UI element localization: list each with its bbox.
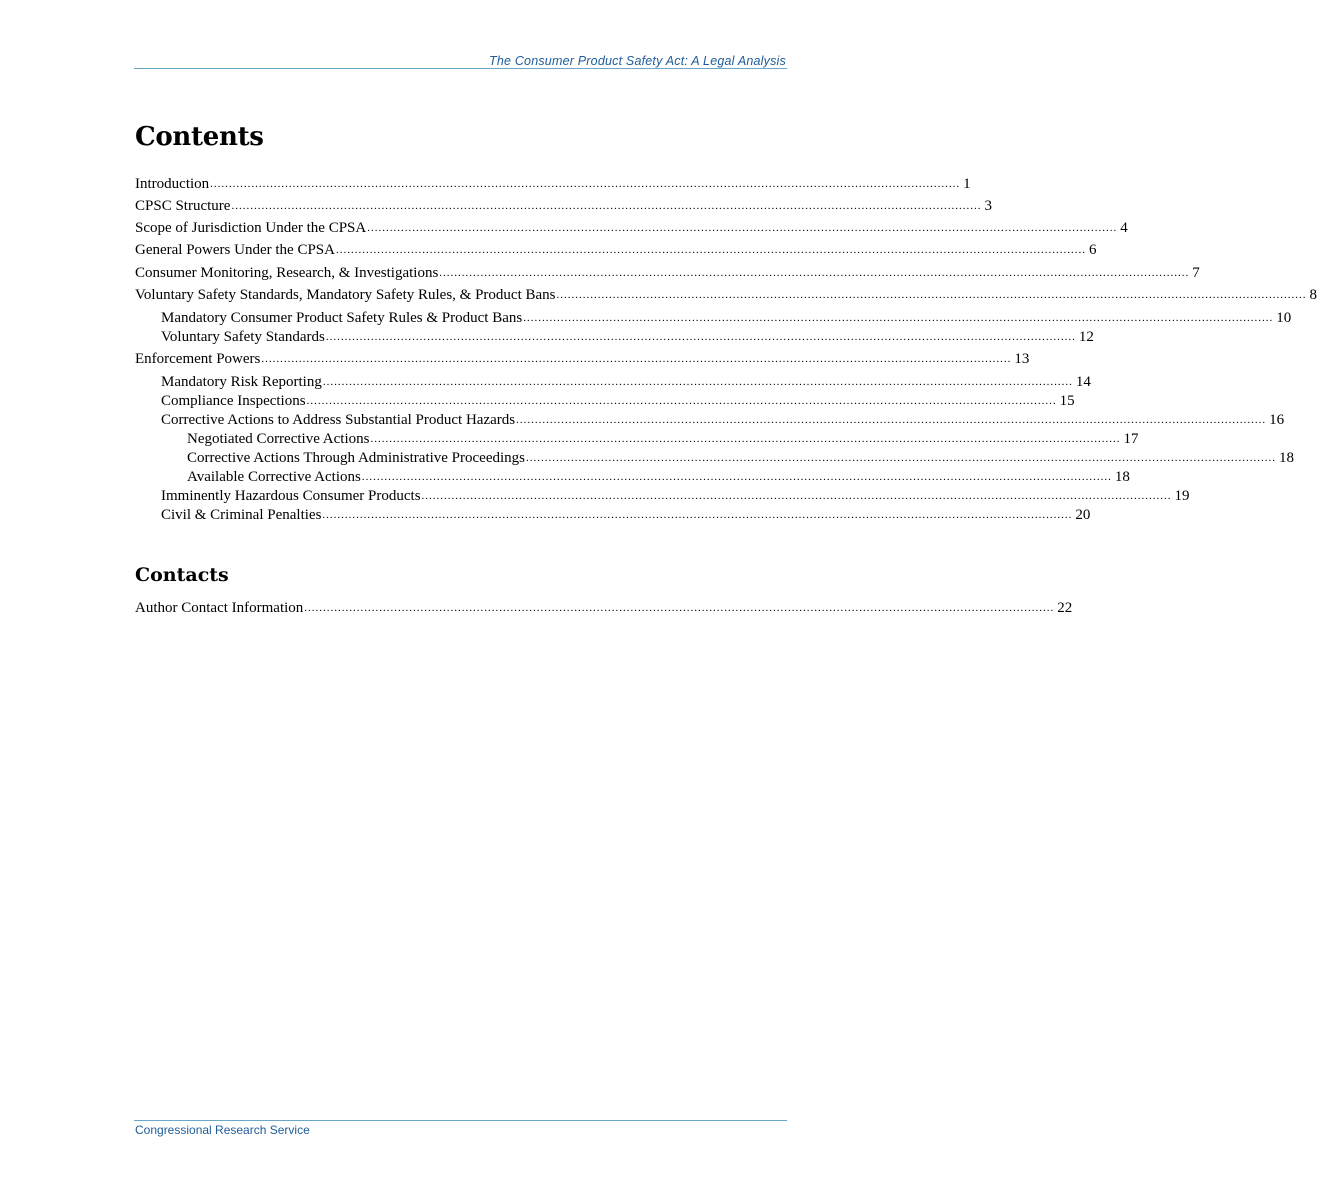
toc-entry-title: Consumer Monitoring, Research, & Investigations: [135, 265, 439, 281]
toc-dot-leader: ........................................................................................................................................................................................................: [361, 471, 1112, 483]
toc-entry-page: 12: [1078, 329, 1094, 345]
toc-entry-title: Corrective Actions to Address Substantial Product Hazards: [161, 412, 516, 428]
toc-dot-leader: ........................................................................................................................................................................................................: [231, 200, 982, 212]
contacts-heading: Contacts: [135, 564, 229, 586]
toc-entry-title: Negotiated Corrective Actions: [187, 431, 370, 447]
footer-rule: [134, 1120, 787, 1121]
toc-entry-scope-of-jurisdiction[interactable]: [135, 219, 1128, 239]
toc-dot-leader: ........................................................................................................................................................................................................: [516, 414, 1267, 426]
toc-entry-corrective-actions[interactable]: [161, 411, 1285, 431]
toc-entry-title: Author Contact Information: [135, 600, 304, 616]
toc-entry-title: General Powers Under the CPSA: [135, 242, 335, 258]
toc-entry-title: Corrective Actions Through Administrative Proceedings: [187, 450, 525, 466]
toc-dot-leader: ........................................................................................................................................................................................................: [325, 331, 1076, 343]
toc-dot-leader: ........................................................................................................................................................................................................: [421, 490, 1172, 502]
toc-dot-leader: ........................................................................................................................................................................................................: [335, 244, 1086, 256]
toc-entry-page: 15: [1059, 393, 1075, 409]
toc-entry-title: Enforcement Powers: [135, 351, 261, 367]
toc-dot-leader: ........................................................................................................................................................................................................: [523, 312, 1274, 324]
toc-entry-page: 6: [1088, 242, 1097, 258]
toc-entry-title: Civil & Criminal Penalties: [161, 507, 322, 523]
toc-entry-consumer-monitoring[interactable]: [135, 264, 1200, 284]
toc-entry-voluntary-standards[interactable]: [161, 328, 1094, 348]
toc-dot-leader: ........................................................................................................................................................................................................: [210, 178, 961, 190]
toc-entry-page: 19: [1174, 488, 1190, 504]
toc-entry-administrative-proceedings[interactable]: [187, 449, 1294, 469]
toc-entry-title: Mandatory Risk Reporting: [161, 374, 322, 390]
toc-entry-mandatory-rules-bans[interactable]: [161, 309, 1292, 329]
toc-entry-imminently-hazardous[interactable]: [161, 487, 1190, 507]
toc-entry-mandatory-risk-reporting[interactable]: [161, 373, 1091, 393]
toc-entry-title: Compliance Inspections: [161, 393, 306, 409]
toc-dot-leader: ........................................................................................................................................................................................................: [306, 395, 1057, 407]
toc-entry-page: 17: [1123, 431, 1139, 447]
toc-dot-leader: ........................................................................................................................................................................................................: [367, 222, 1118, 234]
toc-entry-page: 18: [1114, 469, 1130, 485]
toc-entry-title: Available Corrective Actions: [187, 469, 361, 485]
toc-entry-title: Imminently Hazardous Consumer Products: [161, 488, 421, 504]
toc-entry-enforcement-powers[interactable]: [135, 350, 1030, 370]
running-footer: Congressional Research Service: [135, 1123, 310, 1137]
toc-entry-title: Voluntary Safety Standards: [161, 329, 325, 345]
toc-dot-leader: ........................................................................................................................................................................................................: [304, 602, 1055, 614]
toc-entry-page: 3: [984, 198, 992, 214]
toc-entry-page: 4: [1120, 220, 1128, 236]
toc-entry-available-corrective-actions[interactable]: [187, 468, 1130, 488]
toc-dot-leader: ........................................................................................................................................................................................................: [370, 433, 1121, 445]
toc-entry-author-contact[interactable]: [135, 599, 1073, 619]
contents-heading: Contents: [135, 122, 264, 152]
toc-entry-introduction[interactable]: [135, 175, 971, 195]
toc-entry-negotiated-corrective-actions[interactable]: [187, 430, 1139, 450]
toc-dot-leader: ........................................................................................................................................................................................................: [322, 376, 1073, 388]
toc-dot-leader: ........................................................................................................................................................................................................: [526, 452, 1276, 464]
toc-entry-page: 22: [1057, 600, 1073, 616]
toc-entry-page: 20: [1075, 507, 1091, 523]
running-header: The Consumer Product Safety Act: A Legal Analysis: [489, 54, 786, 68]
toc-entry-title: Introduction: [135, 176, 210, 192]
toc-entry-page: 10: [1276, 310, 1292, 326]
toc-entry-civil-criminal-penalties[interactable]: [161, 506, 1091, 526]
toc-entry-title: Scope of Jurisdiction Under the CPSA: [135, 220, 367, 236]
toc-entry-page: 13: [1014, 351, 1030, 367]
toc-dot-leader: ........................................................................................................................................................................................................: [322, 509, 1073, 521]
toc-entry-page: 1: [963, 176, 971, 192]
toc-entry-compliance-inspections[interactable]: [161, 392, 1075, 412]
toc-entry-general-powers[interactable]: [135, 241, 1097, 261]
toc-entry-page: 14: [1075, 374, 1091, 390]
toc-entry-title: Mandatory Consumer Product Safety Rules & Product Bans: [161, 310, 523, 326]
toc-entry-page: 8: [1309, 287, 1317, 303]
toc-dot-leader: ........................................................................................................................................................................................................: [556, 289, 1307, 301]
toc-entry-title: CPSC Structure: [135, 198, 231, 214]
toc-entry-page: 18: [1279, 450, 1294, 466]
toc-entry-title: Voluntary Safety Standards, Mandatory Safety Rules, & Product Bans: [135, 287, 556, 303]
toc-dot-leader: ........................................................................................................................................................................................................: [439, 267, 1190, 279]
toc-entry-page: 7: [1192, 265, 1200, 281]
toc-entry-page: 16: [1269, 412, 1285, 428]
toc-dot-leader: ........................................................................................................................................................................................................: [261, 353, 1012, 365]
header-rule: [134, 68, 787, 69]
toc-entry-voluntary-mandatory-bans[interactable]: [135, 286, 1317, 306]
toc-entry-cpsc-structure[interactable]: [135, 197, 992, 217]
